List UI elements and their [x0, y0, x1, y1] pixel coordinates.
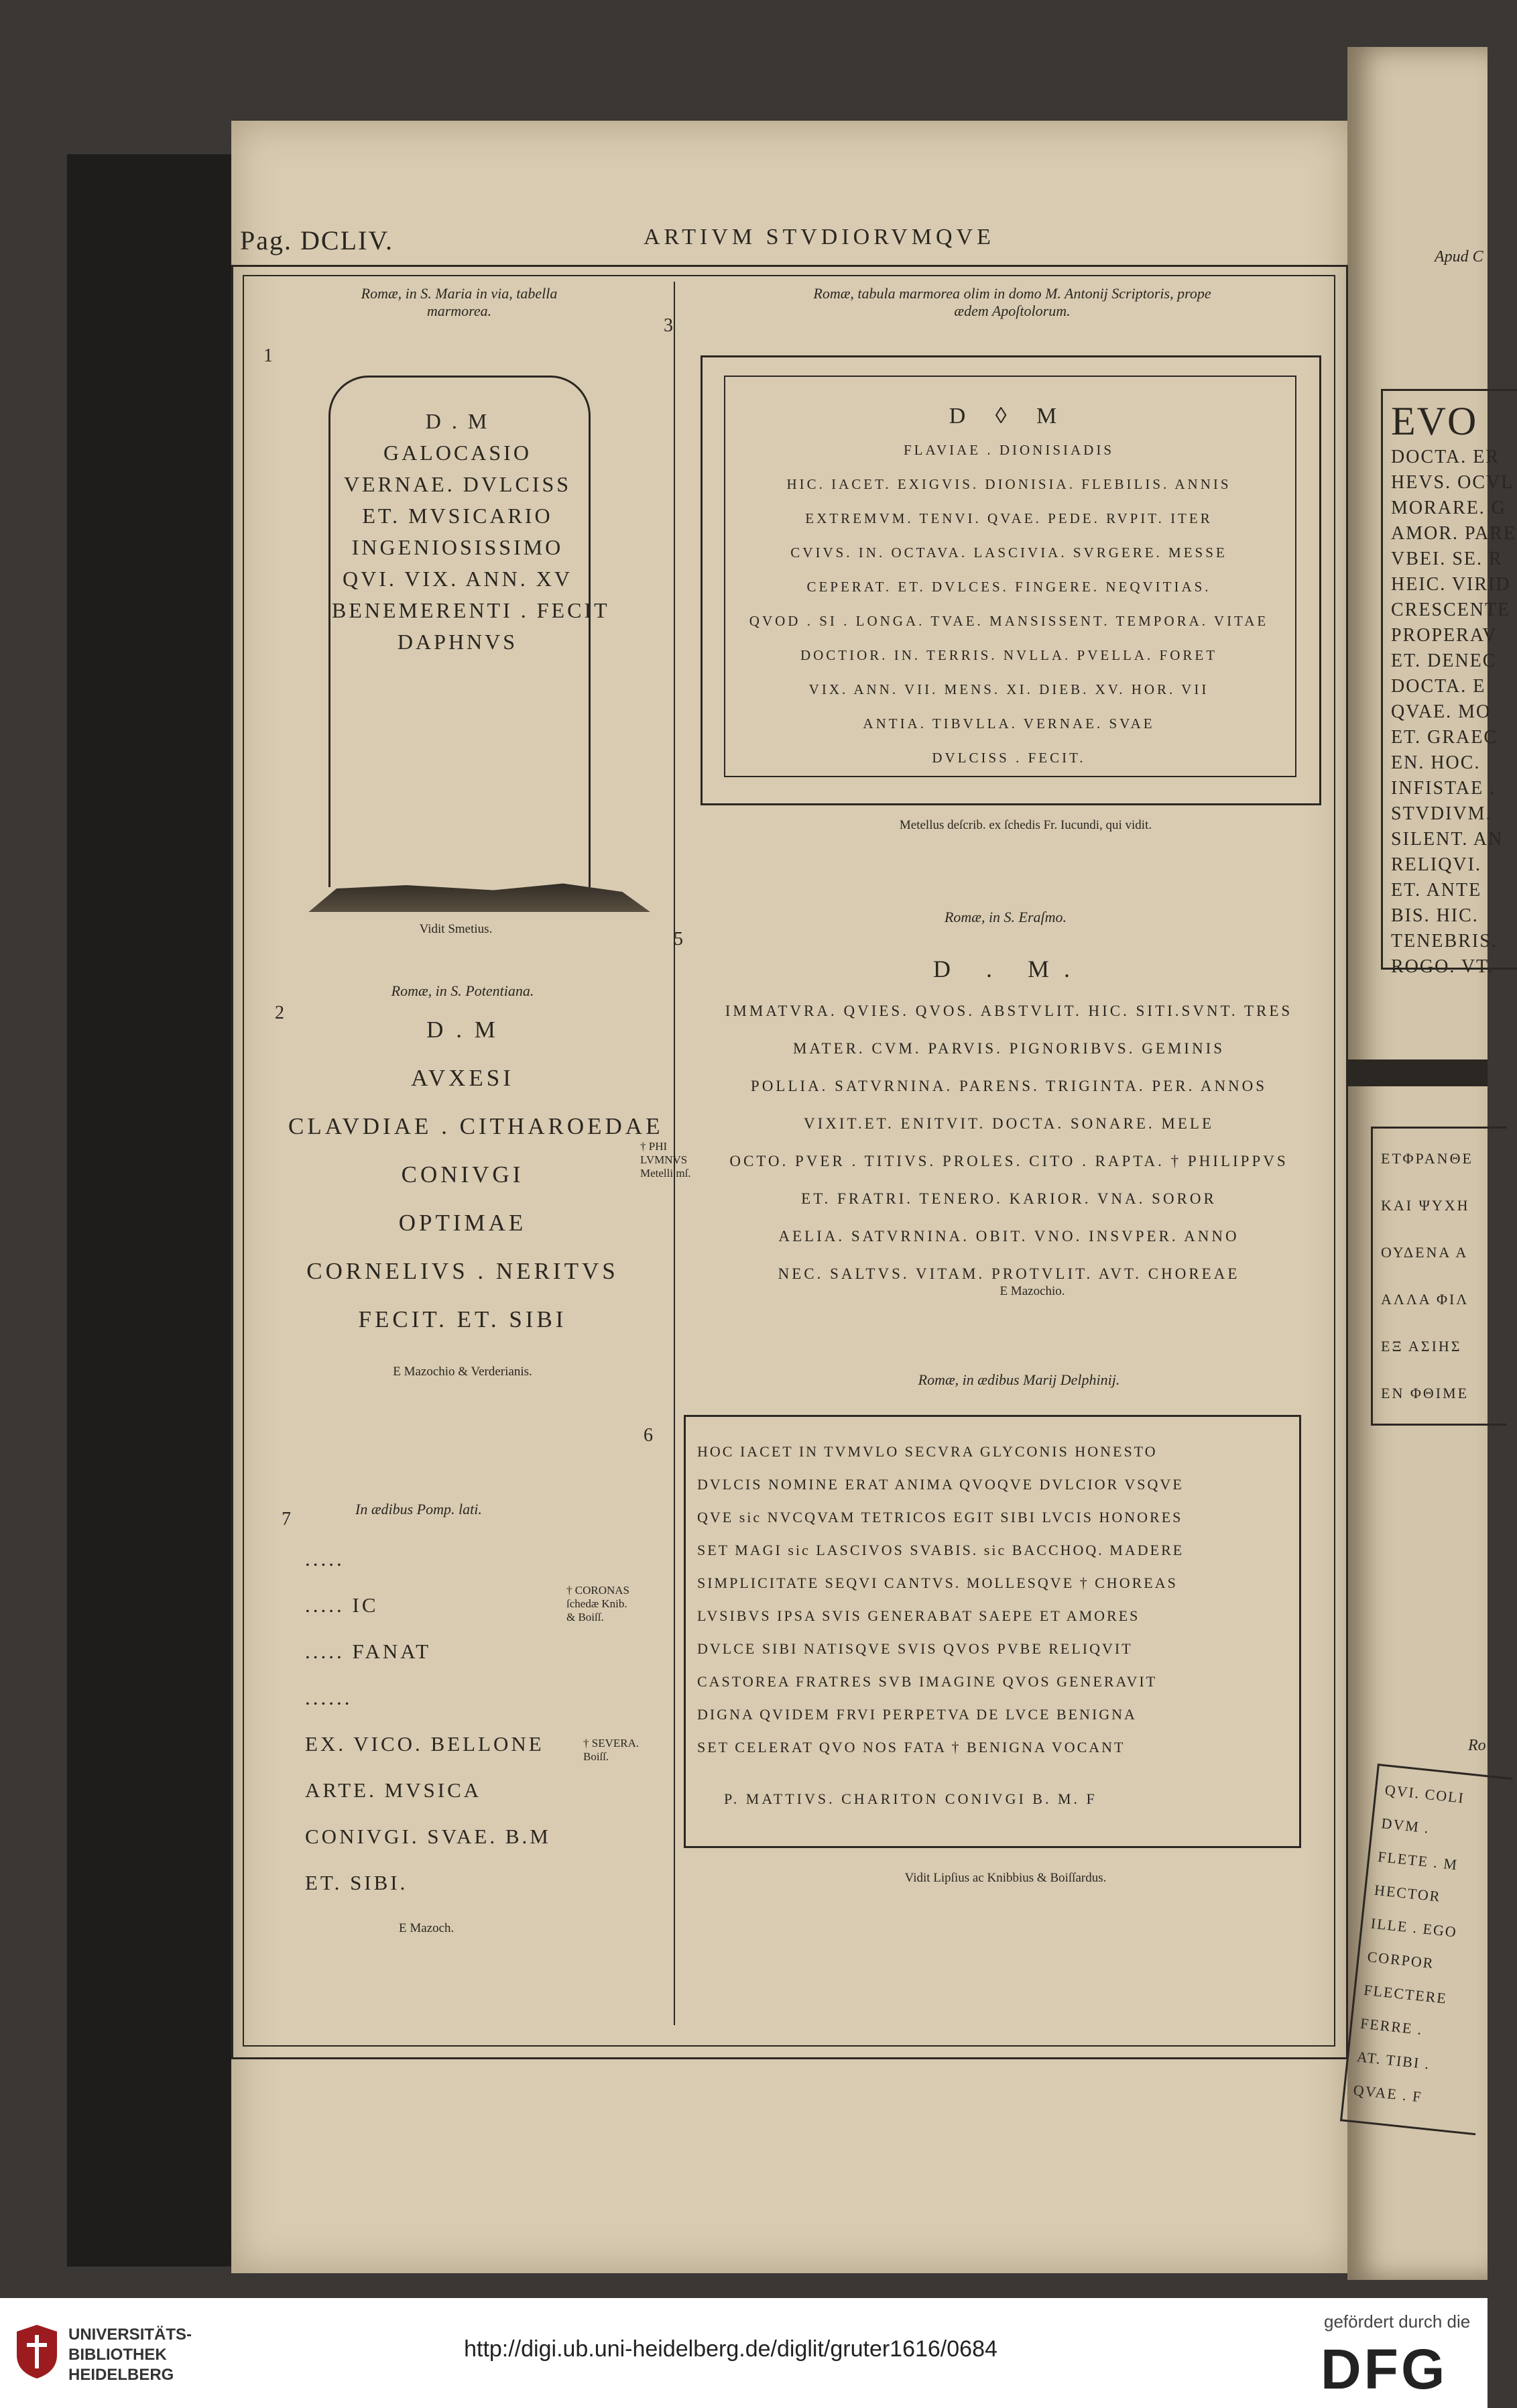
inscription-6-note: Vidit Lipſius ac Knibbius & Boiſſardus. [904, 1871, 1107, 1885]
running-title: ARTIVM STVDIORVMQVE [644, 225, 995, 249]
inscription-line: DVM . [1380, 1815, 1431, 1837]
inscription-line: ΕΞ ΑΣΙΗΣ [1381, 1338, 1462, 1355]
inscription-line: CASTOREA FRATRES SVB IMAGINE QVOS GENERAVIT [697, 1673, 1158, 1690]
facing-box-bottom [1340, 1764, 1513, 2135]
inscription-line: ROGO. VT. [1391, 956, 1494, 977]
inscription-line: IMMATVRA. QVIES. QVOS. ABSTVLIT. HIC. SITI.SVNT. TRES [725, 1002, 1293, 1019]
inscription-line: DIGNA QVIDEM FRVI PERPETVA DE LVCE BENIGNA [697, 1706, 1137, 1723]
inscription-line: SET CELERAT QVO NOS FATA † BENIGNA VOCANT [697, 1739, 1126, 1756]
caption-line: ædem Apoſtolorum. [954, 302, 1071, 319]
inscription-line: ET. SIBI. [305, 1871, 408, 1894]
inscription-line: D . M [426, 1017, 499, 1043]
inscription-1-note: Vidit Smetius. [419, 922, 493, 936]
inscription-line: PROPERAV [1391, 625, 1498, 646]
inscription-line: AMOR. PARE [1391, 523, 1517, 544]
inscription-line: EXTREMVM. TENVI. QVAE. PEDE. RVPIT. ITER [805, 510, 1213, 526]
page-number: Pag. DCLIV. [240, 225, 394, 255]
inscription-line: QVAE . F [1352, 2081, 1423, 2106]
facing-bottom-text [1343, 1766, 1512, 2120]
inscription-1-text [332, 406, 610, 658]
inscription-line: CONIVGI. SVAE. B.M [305, 1825, 551, 1848]
inscription-line: CORNELIVS . NERITVS [306, 1258, 619, 1284]
facing-top-text [1383, 391, 1517, 980]
facing-page [1347, 47, 1517, 2280]
inscription-line: EN. HOC. [1391, 752, 1481, 773]
inscription-number-1: 1 [263, 345, 273, 366]
logo-line: UNIVERSITÄTS- [68, 2326, 192, 2344]
document-url-link[interactable]: http://digi.ub.uni-heidelberg.de/diglit/gruter1616/0684 [464, 2336, 997, 2362]
inscription-7-note: E Mazoch. [399, 1921, 454, 1935]
inscription-number-6: 6 [644, 1425, 653, 1446]
inscription-line: ..... IC [305, 1593, 379, 1617]
inscription-line: QVOD . SI . LONGA. TVAE. MANSISSENT. TEMPORA. VITAE [749, 613, 1269, 629]
inscription-number-3: 3 [664, 315, 673, 336]
inscription-line: NEC. SALTVS. VITAM. PROTVLIT. AVT. CHOREAE [778, 1265, 1240, 1282]
inscription-line: ANTIA. TIBVLLA. VERNAE. SVAE [863, 715, 1155, 732]
facing-box-top [1381, 389, 1517, 977]
inscription-5-caption: Romæ, in S. Eraſmo. [944, 909, 1067, 925]
inscription-line: ILLE . EGO [1370, 1914, 1459, 1941]
inscription-3-caption [737, 285, 1287, 320]
inscription-line: INGENIOSISSIMO [351, 535, 564, 559]
inscription-line: ..... FANAT [305, 1640, 432, 1663]
inscription-7-margin-note-2 [583, 1737, 664, 1764]
inscription-line: EVO [1391, 399, 1478, 443]
inscription-line: DVLCIS NOMINE ERAT ANIMA QVOQVE DVLCIOR VSQVE [697, 1476, 1184, 1493]
inscription-line: CVIVS. IN. OCTAVA. LASCIVIA. SVRGERE. MESSE [790, 544, 1227, 561]
inscription-3-note: Metellus deſcrib. ex ſchedis Fr. Iucundi, qui vidit. [899, 818, 1152, 832]
dfg-logo[interactable]: DFG [1321, 2338, 1448, 2401]
inscription-line: ARTE. MVSICA [305, 1778, 482, 1802]
inscription-line: VIXIT.ET. ENITVIT. DOCTA. SONARE. MELE [804, 1115, 1214, 1132]
inscription-line: † SEVERA. [583, 1737, 640, 1750]
inscription-line: ſchedæ Knib. [566, 1597, 627, 1610]
university-seal-icon [13, 2325, 60, 2378]
inscription-2-margin-note [640, 1140, 704, 1180]
inscription-line: D ◊ M [949, 404, 1069, 428]
inscription-6-caption: Romæ, in ædibus Marij Delphinij. [918, 1371, 1120, 1388]
inscription-line: QVE sic NVCQVAM TETRICOS EGIT SIBI LVCIS HONORES [697, 1509, 1183, 1526]
inscription-line: ET. DENEC [1391, 650, 1497, 671]
inscription-7-margin-note-1 [566, 1584, 654, 1624]
facing-rule [1347, 1059, 1488, 1086]
inscription-6-signature: P. MATTIVS. CHARITON CONIVGI B. M. F [724, 1790, 1097, 1807]
inscription-3-text [734, 399, 1284, 775]
inscription-line: VIX. ANN. VII. MENS. XI. DIEB. XV. HOR. VII [808, 681, 1209, 697]
inscription-line: DVLCISS . FECIT. [932, 750, 1086, 766]
inscription-line: D . M [425, 409, 490, 433]
inscription-line: Boiſſ. [583, 1750, 609, 1763]
inscription-line: HEVS. OCVL [1391, 472, 1514, 493]
inscription-1-caption [315, 285, 603, 320]
inscription-line: CONIVGI [401, 1161, 524, 1188]
inscription-line: ΕΝ ΦΘΙΜΕ [1381, 1385, 1469, 1401]
facing-greek-text [1373, 1129, 1507, 1417]
inscription-line: QVI. VIX. ANN. XV [343, 567, 572, 591]
caption-line: marmorea. [426, 302, 492, 319]
inscription-line: BIS. HIC. [1391, 905, 1479, 926]
book-gutter-shadow [67, 154, 235, 2267]
inscription-5-text [707, 945, 1311, 1293]
footer-bar [0, 2298, 1488, 2408]
inscription-6-text [697, 1435, 1300, 1764]
inscription-line: FECIT. ET. SIBI [358, 1306, 567, 1332]
inscription-line: CEPERAT. ET. DVLCES. FINGERE. NEQVITIAS. [806, 579, 1211, 595]
caption-line: Romæ, tabula marmorea olim in domo M. Antonij Scriptoris, prope [813, 285, 1211, 302]
inscription-line: FLAVIAE . DIONISIADIS [903, 442, 1115, 458]
inscription-line: ΚΑΙ ΨΥΧΗ [1381, 1197, 1470, 1214]
inscription-line: VBEI. SE. R [1391, 549, 1503, 569]
inscription-line: OPTIMAE [398, 1210, 527, 1236]
inscription-5-note: E Mazochio. [999, 1284, 1065, 1298]
inscription-line: OCTO. PVER . TITIVS. PROLES. CITO . RAPTA. † PHILIPPVS [729, 1153, 1288, 1169]
inscription-line: FLECTERE [1363, 1981, 1449, 2007]
university-logo-text[interactable] [68, 2325, 192, 2385]
inscription-7-caption: In ædibus Pomp. lati. [355, 1501, 482, 1517]
logo-line: BIBLIOTHEK [68, 2346, 167, 2364]
inscription-line: CRESCENTE [1391, 599, 1511, 620]
inscription-line: ET. ANTE [1391, 880, 1482, 901]
inscription-line: TENEBRIS. [1391, 931, 1498, 952]
inscription-line: AT. TIBI . [1355, 2048, 1431, 2073]
inscription-line: D . M. [932, 956, 1085, 982]
inscription-line: GALOCASIO [383, 441, 532, 465]
inscription-line: SILENT. AN [1391, 829, 1504, 850]
inscription-number-2: 2 [275, 1002, 284, 1023]
inscription-line: ..... [305, 1547, 345, 1570]
inscription-line: † CORONAS [566, 1584, 629, 1597]
inscription-line: EX. VICO. BELLONE [305, 1732, 544, 1756]
inscription-number-5: 5 [674, 929, 683, 950]
funded-by-text: gefördert durch die [1324, 2311, 1471, 2332]
inscription-line: QVI. COLI [1384, 1781, 1466, 1807]
inscription-line: ET. MVSICARIO [362, 504, 553, 528]
logo-line: HEIDELBERG [68, 2366, 174, 2384]
inscription-2-note: E Mazochio & Verderianis. [393, 1365, 532, 1379]
inscription-line: SET MAGI sic LASCIVOS SVABIS. sic BACCHOQ. MADERE [697, 1542, 1185, 1558]
inscription-line: DOCTA. ER [1391, 447, 1500, 467]
inscription-line: DVLCE SIBI NATISQVE SVIS QVOS PVBE RELIQVIT [697, 1640, 1133, 1657]
inscription-line: AVXESI [411, 1065, 514, 1091]
inscription-line: HECTOR [1374, 1881, 1442, 1905]
inscription-line: † PHI [640, 1140, 668, 1153]
inscription-line: QVAE. MO [1391, 701, 1492, 722]
inscription-line: ΟΥΔΕΝΑ Α [1381, 1244, 1469, 1261]
inscription-line: ET. GRAEC [1391, 727, 1498, 748]
inscription-line: LVSIBVS IPSA SVIS GENERABAT SAEPE ET AMORES [697, 1607, 1140, 1624]
inscription-line: LVMNVS [640, 1153, 688, 1166]
inscription-line: HEIC. VIRID [1391, 574, 1511, 595]
inscription-line: VERNAE. DVLCISS [343, 472, 572, 496]
inscription-line: MATER. CVM. PARVIS. PIGNORIBVS. GEMINIS [792, 1040, 1225, 1057]
inscription-line: RELIQVI. [1391, 854, 1481, 875]
inscription-line: STVDIVM. [1391, 803, 1492, 824]
inscription-number-7: 7 [282, 1509, 291, 1530]
inscription-line: MORARE. G [1391, 498, 1507, 518]
inscription-line: AELIA. SATVRNINA. OBIT. VNO. INSVPER. ANNO [778, 1228, 1239, 1245]
inscription-line: CORPOR [1366, 1948, 1435, 1972]
inscription-line: FLETE . M [1377, 1847, 1459, 1874]
inscription-line: HIC. IACET. EXIGVIS. DIONISIA. FLEBILIS. ANNIS [786, 476, 1231, 492]
inscription-line: DOCTA. E [1391, 676, 1486, 697]
facing-caption: Apud C [1435, 248, 1483, 266]
inscription-line: INFISTAE . [1391, 778, 1496, 799]
inscription-line: Metelli mſ. [640, 1167, 691, 1180]
inscription-line: ΑΛΛΑ ΦΙΛ [1381, 1291, 1469, 1308]
inscription-line: ET. FRATRI. TENERO. KARIOR. VNA. SOROR [801, 1190, 1217, 1207]
inscription-line: DOCTIOR. IN. TERRIS. NVLLA. PVELLA. FORET [800, 647, 1218, 663]
caption-line: Romæ, in S. Maria in via, tabella [361, 285, 558, 302]
inscription-line: POLLIA. SATVRNINA. PARENS. TRIGINTA. PER. ANNOS [750, 1078, 1268, 1094]
inscription-line: & Boiſſ. [566, 1611, 604, 1623]
facing-caption-2: Ro [1468, 1737, 1486, 1754]
inscription-line: FERRE . [1359, 2014, 1424, 2039]
inscription-line: ...... [305, 1686, 353, 1709]
inscription-line: BENEMERENTI . FECIT [332, 598, 610, 622]
inscription-line: DAPHNVS [397, 630, 518, 654]
facing-box-greek [1371, 1127, 1507, 1426]
inscription-line: HOC IACET IN TVMVLO SECVRA GLYCONIS HONESTO [697, 1443, 1158, 1460]
inscription-line: ΕΤΦΡΑΝΘΕ [1381, 1150, 1473, 1167]
inscription-2-caption: Romæ, in S. Potentiana. [391, 982, 534, 999]
inscription-line: CLAVDIAE . CITHAROEDAE [288, 1113, 664, 1139]
inscription-line: SIMPLICITATE SEQVI CANTVS. MOLLESQVE † CHOREAS [697, 1574, 1178, 1591]
